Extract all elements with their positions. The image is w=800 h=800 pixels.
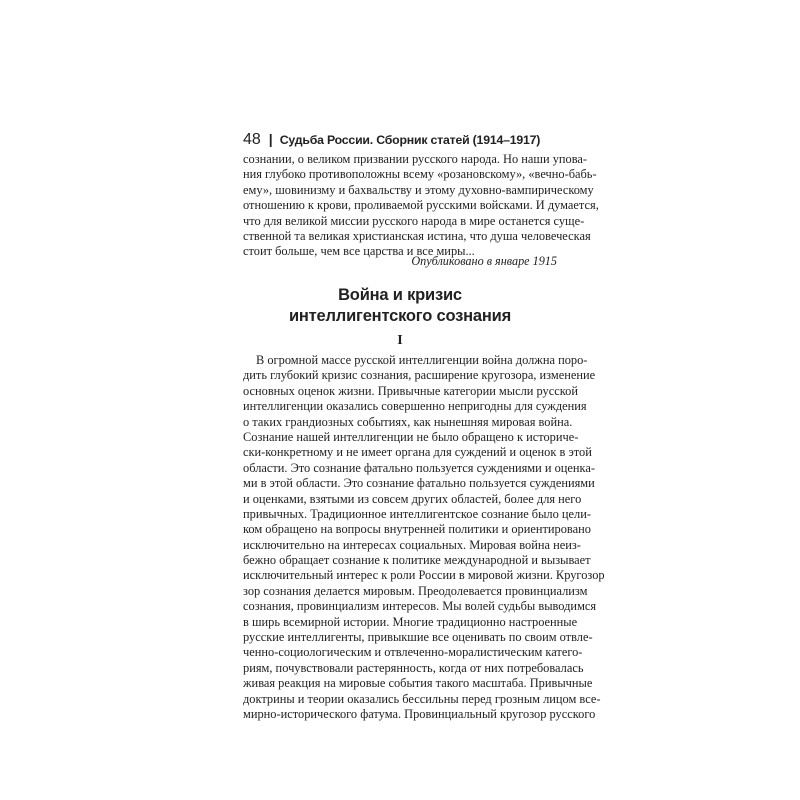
text-line: бежно обращает сознание к политике международной и вызывает: [243, 553, 591, 568]
text-line: о таких грандиозных событиях, как нынешняя мировая война.: [243, 414, 573, 429]
text-line: исключительно на интересах социальных. Мировая война неиз-: [243, 537, 581, 552]
publication-note: Опубликовано в январе 1915: [411, 254, 557, 268]
text-line: области. Это сознание фатально пользуется суждениями и оценка-: [243, 460, 595, 475]
page-number: 48: [243, 131, 261, 148]
text-line: зор сознания делается мировым. Преодолевается провинциализм: [243, 583, 588, 598]
section-number: I: [397, 333, 403, 348]
text-line: русские интеллигенты, привыкшие все оценивать по своим отвле-: [243, 630, 593, 645]
text-line: отношению к крови, проливаемой русскими войсками. И думается,: [243, 198, 599, 213]
text-line: мирно-исторического фатума. Провинциальный кругозор русского: [243, 706, 596, 721]
running-title: Судьба России. Сборник статей (1914–1917): [279, 133, 541, 147]
text-line: ченно-социологическим и отвлеченно-моралистическим катего-: [243, 645, 583, 660]
text-line: сознания, провинциализм интересов. Мы волей судьбы выводимся: [243, 599, 597, 614]
text-line: исключительный интерес к роли России в мировой жизни. Кругозор: [243, 568, 605, 583]
text-line: дить глубокий кризис сознания, расширение кругозора, изменение: [243, 368, 596, 383]
running-header: [243, 131, 540, 149]
header-separator: |: [268, 131, 273, 147]
text-line: интеллигенции оказались совершенно непригодны для суждения: [243, 399, 587, 414]
text-line: ком обращено на вопросы внутренней политики и ориентировано: [243, 522, 591, 537]
text-line: что для великой миссии русского народа в мире останется суще-: [243, 213, 585, 228]
text-line: привычных. Традиционное интеллигентское сознание было цели-: [243, 506, 591, 521]
text-line: стоит больше, чем все царства и все миры...: [243, 244, 475, 259]
text-line: в ширь всемирной истории. Многие традиционно настроенные: [243, 614, 578, 629]
text-line: ски-конкретному и не имеет органа для суждений и оценок в этой: [243, 445, 592, 460]
text-line: ния глубоко противоположны всему «розановскому», «вечно-бабь-: [243, 167, 597, 182]
article-title-line-1: Война и кризис: [338, 286, 462, 304]
intro-paragraph: [243, 152, 599, 260]
text-line: сознании, о великом призвании русского народа. Но наши упова-: [243, 152, 588, 166]
text-line: ми в этой области. Это сознание фатально пользуется суждениями: [243, 476, 595, 491]
text-line: Сознание нашей интеллигенции не было обращено к историче-: [243, 429, 579, 444]
text-line: основных оценок жизни. Привычные категории мысли русской: [243, 383, 578, 398]
text-line: ему», шовинизму и бахвальству и этому духовно-вампирическому: [243, 182, 594, 197]
text-line: В огромной массе русской интеллигенции война должна поро-: [256, 353, 588, 367]
text-line: ственной та великая христианская истина, что душа человеческая: [243, 228, 591, 243]
text-line: доктрины и теории оказались бессильны перед грозным лицом все-: [243, 691, 601, 706]
body-paragraph: [243, 353, 605, 722]
text-line: риям, почувствовали растерянность, когда от них потребовалась: [243, 660, 584, 675]
article-title-line-2: интеллигентского сознания: [288, 307, 512, 325]
text-line: и оценками, взятыми из совсем других областей, более для него: [243, 491, 582, 506]
text-line: живая реакция на мировые события такого масштаба. Привычные: [243, 676, 593, 691]
